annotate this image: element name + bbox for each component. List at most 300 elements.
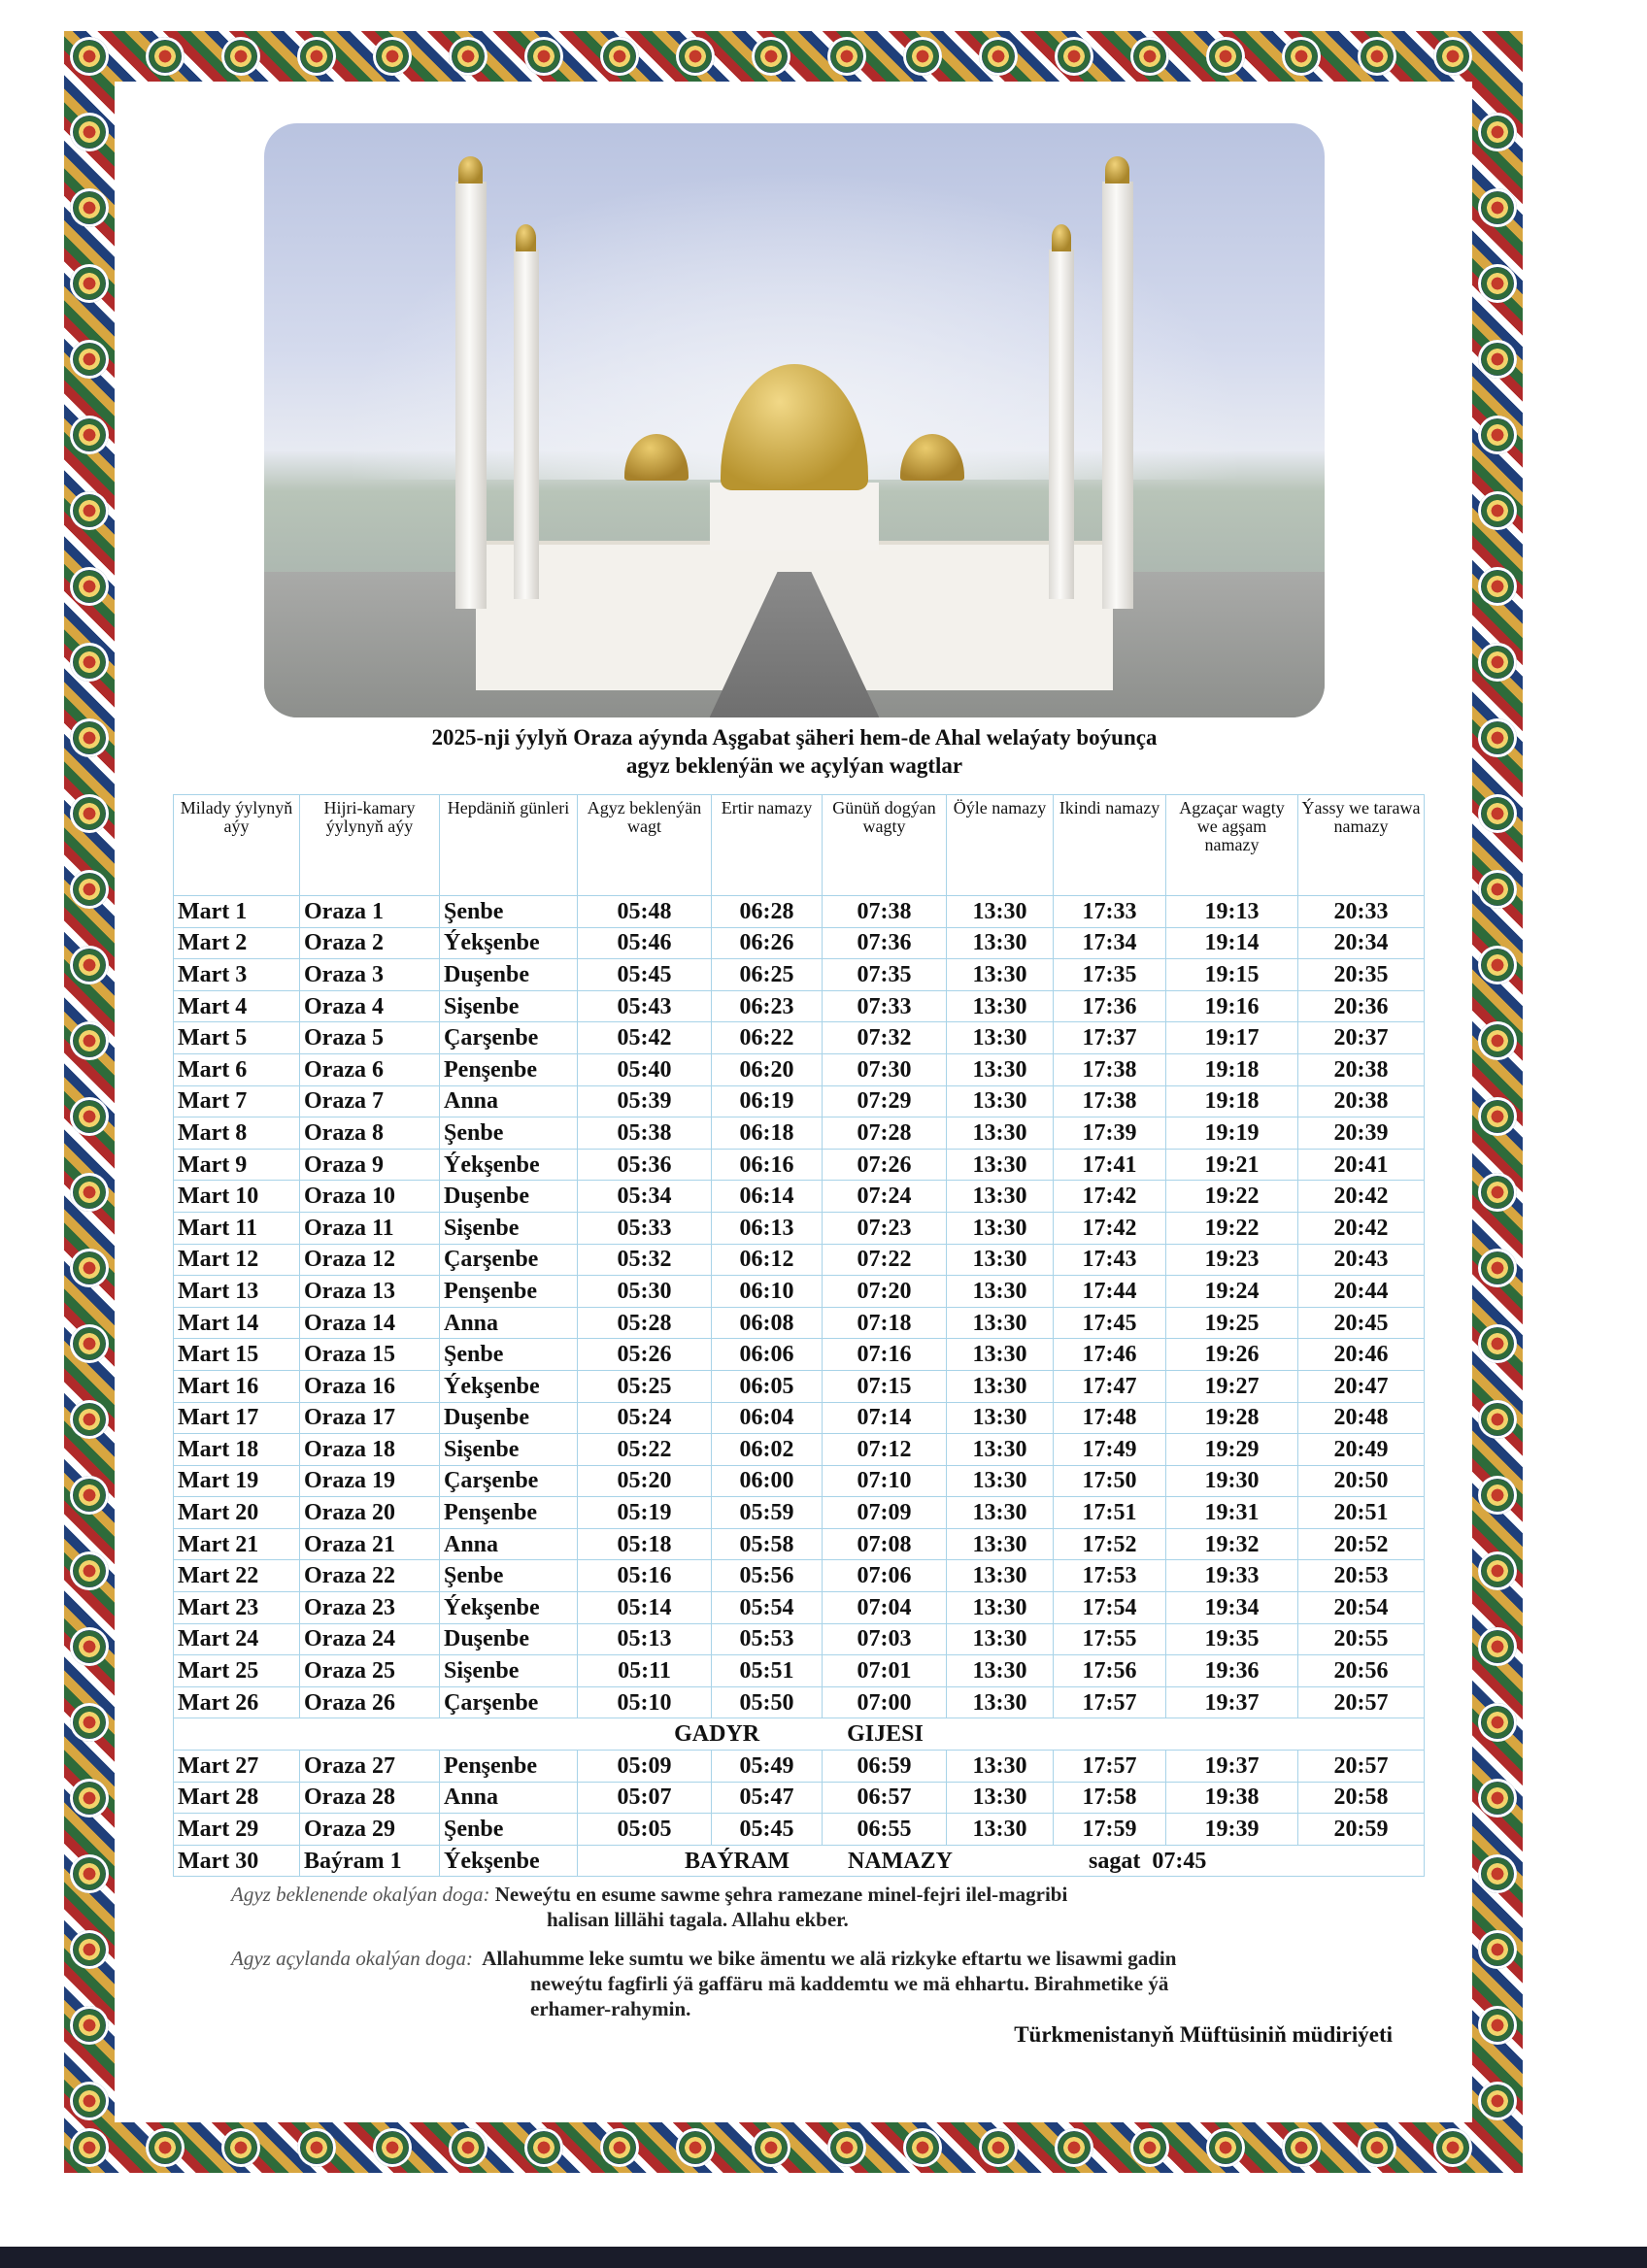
- table-cell: Sişenbe: [440, 990, 578, 1022]
- table-cell: Oraza 7: [300, 1085, 440, 1117]
- table-cell: 05:16: [578, 1560, 712, 1592]
- table-body-end: [174, 1751, 1425, 1846]
- table-row: [174, 927, 1425, 959]
- table-cell: Mart 12: [174, 1244, 300, 1276]
- table-cell: 13:30: [947, 1782, 1054, 1814]
- table-cell: Mart 21: [174, 1528, 300, 1560]
- table-cell: Anna: [440, 1085, 578, 1117]
- table-cell: Oraza 28: [300, 1782, 440, 1814]
- scan-edge: [0, 2247, 1647, 2268]
- table-cell: Oraza 12: [300, 1244, 440, 1276]
- table-cell: 20:34: [1298, 927, 1425, 959]
- table-cell: 05:09: [578, 1751, 712, 1783]
- table-cell: Şenbe: [440, 1117, 578, 1150]
- table-cell: 13:30: [947, 1276, 1054, 1308]
- table-cell: 06:18: [712, 1117, 823, 1150]
- table-cell: Oraza 22: [300, 1560, 440, 1592]
- table-row: [174, 1751, 1425, 1783]
- table-cell: 20:54: [1298, 1592, 1425, 1624]
- table-cell: Çarşenbe: [440, 1022, 578, 1054]
- table-cell: 05:25: [578, 1370, 712, 1402]
- table-cell: Anna: [440, 1307, 578, 1339]
- table-cell: Oraza 11: [300, 1212, 440, 1244]
- table-cell: Çarşenbe: [440, 1686, 578, 1718]
- table-cell: 19:14: [1166, 927, 1298, 959]
- table-cell: 17:36: [1054, 990, 1166, 1022]
- table-cell: 05:54: [712, 1592, 823, 1624]
- opening-prayer-label: Agyz açylanda okalýan doga:: [231, 1947, 474, 1970]
- column-header: Milady ýylynyň aýy: [174, 795, 300, 896]
- table-cell: 07:03: [823, 1623, 947, 1655]
- table-cell: 07:29: [823, 1085, 947, 1117]
- table-cell: Şenbe: [440, 896, 578, 928]
- gijesi-word: GIJESI: [847, 1721, 924, 1748]
- table-cell: 20:38: [1298, 1053, 1425, 1085]
- table-cell: 13:30: [947, 1465, 1054, 1497]
- table-cell: 13:30: [947, 1022, 1054, 1054]
- table-cell: Mart 18: [174, 1434, 300, 1466]
- opening-prayer-line-1: Allahumme leke sumtu we bike ämentu we alä rizkyke eftartu we lisawmi gadin: [482, 1947, 1177, 1970]
- table-cell: Ýekşenbe: [440, 1370, 578, 1402]
- table-cell: 05:11: [578, 1655, 712, 1687]
- table-cell: 19:38: [1166, 1782, 1298, 1814]
- table-row: [174, 1592, 1425, 1624]
- table-cell: 06:08: [712, 1307, 823, 1339]
- table-cell: 05:48: [578, 896, 712, 928]
- table-cell: 05:33: [578, 1212, 712, 1244]
- table-cell: 06:26: [712, 927, 823, 959]
- table-cell: 07:18: [823, 1307, 947, 1339]
- table-cell: 05:40: [578, 1053, 712, 1085]
- table-cell: 20:36: [1298, 990, 1425, 1022]
- table-cell: Mart 22: [174, 1560, 300, 1592]
- table-cell: 13:30: [947, 1434, 1054, 1466]
- table-cell: 20:38: [1298, 1085, 1425, 1117]
- table-cell: 07:10: [823, 1465, 947, 1497]
- table-cell: 06:28: [712, 896, 823, 928]
- table-cell: 07:01: [823, 1655, 947, 1687]
- table-cell: Sişenbe: [440, 1212, 578, 1244]
- title-line-2: agyz beklenýän we açylýan wagtlar: [625, 753, 963, 778]
- table-row: [174, 1814, 1425, 1846]
- table-cell: Oraza 20: [300, 1497, 440, 1529]
- table-cell: 20:42: [1298, 1181, 1425, 1213]
- table-cell: 06:14: [712, 1181, 823, 1213]
- table-cell: 07:33: [823, 990, 947, 1022]
- table-cell: 17:46: [1054, 1339, 1166, 1371]
- table-cell: 05:56: [712, 1560, 823, 1592]
- table-cell: 05:58: [712, 1528, 823, 1560]
- opening-prayer-line-3: erhamer-rahymin.: [530, 1997, 691, 2020]
- table-cell: 17:47: [1054, 1370, 1166, 1402]
- table-cell: 19:30: [1166, 1465, 1298, 1497]
- table-cell: Mart 17: [174, 1402, 300, 1434]
- table-cell: 05:47: [712, 1782, 823, 1814]
- table-cell: Duşenbe: [440, 1181, 578, 1213]
- table-cell: 17:44: [1054, 1276, 1166, 1308]
- table-cell: 20:59: [1298, 1814, 1425, 1846]
- table-cell: 05:36: [578, 1149, 712, 1181]
- table-cell: 06:55: [823, 1814, 947, 1846]
- table-cell: 07:38: [823, 896, 947, 928]
- table-cell: 19:31: [1166, 1497, 1298, 1529]
- table-cell: Oraza 24: [300, 1623, 440, 1655]
- table-row: [174, 1276, 1425, 1308]
- gadyr-section: [174, 1718, 1425, 1751]
- table-cell: 17:49: [1054, 1434, 1166, 1466]
- table-cell: Oraza 15: [300, 1339, 440, 1371]
- table-cell: 17:58: [1054, 1782, 1166, 1814]
- table-row: [174, 1149, 1425, 1181]
- table-cell: 17:45: [1054, 1307, 1166, 1339]
- table-cell: Mart 20: [174, 1497, 300, 1529]
- table-cell: 05:34: [578, 1181, 712, 1213]
- table-cell: 17:41: [1054, 1149, 1166, 1181]
- table-row: [174, 1181, 1425, 1213]
- table-cell: Ýekşenbe: [440, 1149, 578, 1181]
- table-cell: Ýekşenbe: [440, 927, 578, 959]
- table-cell: Oraza 13: [300, 1276, 440, 1308]
- table-cell: Mart 3: [174, 959, 300, 991]
- table-cell: 06:16: [712, 1149, 823, 1181]
- table-cell: 13:30: [947, 1053, 1054, 1085]
- table-cell: Şenbe: [440, 1560, 578, 1592]
- table-cell: Mart 19: [174, 1465, 300, 1497]
- table-cell: Mart 7: [174, 1085, 300, 1117]
- table-cell: 05:18: [578, 1528, 712, 1560]
- table-cell: Penşenbe: [440, 1276, 578, 1308]
- table-cell: Mart 1: [174, 896, 300, 928]
- table-cell: 20:46: [1298, 1339, 1425, 1371]
- table-cell: 06:00: [712, 1465, 823, 1497]
- column-header: Agyz beklenýän wagt: [578, 795, 712, 896]
- table-cell: Çarşenbe: [440, 1244, 578, 1276]
- closing-prayer-line-1: Neweýtu en esume sawme şehra ramezane minel-fejri ilel-magribi: [494, 1883, 1068, 1906]
- table-cell: 20:43: [1298, 1244, 1425, 1276]
- table-cell: 07:08: [823, 1528, 947, 1560]
- table-row: [174, 1244, 1425, 1276]
- column-header: Hijri-kamary ýylynyň aýy: [300, 795, 440, 896]
- table-cell: Mart 23: [174, 1592, 300, 1624]
- table-cell: 19:16: [1166, 990, 1298, 1022]
- table-cell: Mart 24: [174, 1623, 300, 1655]
- table-cell: 05:10: [578, 1686, 712, 1718]
- table-cell: 13:30: [947, 1339, 1054, 1371]
- table-cell: 20:53: [1298, 1560, 1425, 1592]
- table-cell: 19:33: [1166, 1560, 1298, 1592]
- table-cell: 13:30: [947, 1307, 1054, 1339]
- bayram-time: sagat 07:45: [1089, 1848, 1207, 1874]
- table-cell: 20:56: [1298, 1655, 1425, 1687]
- table-cell: 17:37: [1054, 1022, 1166, 1054]
- column-header: Agzaçar wagty we agşam namazy: [1166, 795, 1298, 896]
- table-cell: 19:28: [1166, 1402, 1298, 1434]
- table-cell: 13:30: [947, 959, 1054, 991]
- table-cell: 06:13: [712, 1212, 823, 1244]
- prayer-timetable: [173, 794, 1425, 1877]
- table-cell: 13:30: [947, 1149, 1054, 1181]
- table-cell: 05:38: [578, 1117, 712, 1150]
- table-cell: 19:18: [1166, 1053, 1298, 1085]
- table-cell: Oraza 17: [300, 1402, 440, 1434]
- table-cell: 17:54: [1054, 1592, 1166, 1624]
- table-cell: 13:30: [947, 1655, 1054, 1687]
- title-line-1: 2025-nji ýylyň Oraza aýynda Aşgabat şäheri hem-de Ahal welaýaty boýunça: [431, 725, 1158, 750]
- column-header: Günüň dogýan wagty: [823, 795, 947, 896]
- table-cell: Oraza 2: [300, 927, 440, 959]
- table-cell: 19:25: [1166, 1307, 1298, 1339]
- table-row: [174, 1655, 1425, 1687]
- table-cell: Mart 16: [174, 1370, 300, 1402]
- table-cell: 06:19: [712, 1085, 823, 1117]
- gadyr-word: GADYR: [674, 1721, 760, 1748]
- table-cell: 07:15: [823, 1370, 947, 1402]
- table-row: [174, 1497, 1425, 1529]
- table-row: [174, 1782, 1425, 1814]
- table-cell: 13:30: [947, 990, 1054, 1022]
- page-title: [264, 723, 1325, 780]
- column-header: Ikindi namazy: [1054, 795, 1166, 896]
- table-cell: 17:48: [1054, 1402, 1166, 1434]
- table-cell: 17:38: [1054, 1053, 1166, 1085]
- table-cell: Mart 15: [174, 1339, 300, 1371]
- table-cell: 17:42: [1054, 1181, 1166, 1213]
- table-cell: 13:30: [947, 1117, 1054, 1150]
- table-row: [174, 1465, 1425, 1497]
- mosque-photo: [264, 123, 1325, 717]
- table-cell: 19:18: [1166, 1085, 1298, 1117]
- table-cell: 13:30: [947, 1560, 1054, 1592]
- table-cell: 17:55: [1054, 1623, 1166, 1655]
- table-cell: 19:24: [1166, 1276, 1298, 1308]
- table-cell: 07:24: [823, 1181, 947, 1213]
- table-cell: 13:30: [947, 1751, 1054, 1783]
- table-cell: 07:32: [823, 1022, 947, 1054]
- table-cell: Oraza 16: [300, 1370, 440, 1402]
- table-cell: 17:34: [1054, 927, 1166, 959]
- table-cell: Baýram 1: [300, 1845, 440, 1877]
- table-cell: Oraza 3: [300, 959, 440, 991]
- opening-prayer-line-2: neweýtu fagfirli ýä gaffäru mä kaddemtu we mä ehhartu. Birahmetike ýä: [530, 1972, 1169, 1995]
- table-cell: 20:45: [1298, 1307, 1425, 1339]
- table-cell: 20:47: [1298, 1370, 1425, 1402]
- table-cell: 07:14: [823, 1402, 947, 1434]
- table-cell: Oraza 6: [300, 1053, 440, 1085]
- table-cell: 17:57: [1054, 1751, 1166, 1783]
- table-cell: 07:12: [823, 1434, 947, 1466]
- table-cell: 06:10: [712, 1276, 823, 1308]
- table-cell: Oraza 1: [300, 896, 440, 928]
- table-cell: 13:30: [947, 1528, 1054, 1560]
- table-cell: Mart 30: [174, 1845, 300, 1877]
- table-cell: 06:12: [712, 1244, 823, 1276]
- table-cell: Ýekşenbe: [440, 1845, 578, 1877]
- table-cell: Oraza 18: [300, 1434, 440, 1466]
- table-cell: 07:00: [823, 1686, 947, 1718]
- table-cell: 19:27: [1166, 1370, 1298, 1402]
- table-cell: 07:23: [823, 1212, 947, 1244]
- column-header: Hepdäniň günleri: [440, 795, 578, 896]
- table-cell: 06:20: [712, 1053, 823, 1085]
- table-cell: 05:30: [578, 1276, 712, 1308]
- bayram-word: BAÝRAM: [685, 1848, 790, 1874]
- closing-prayer-label: Agyz beklenende okalýan doga:: [231, 1883, 490, 1906]
- table-cell: 20:37: [1298, 1022, 1425, 1054]
- table-cell: Şenbe: [440, 1814, 578, 1846]
- column-header: Ertir namazy: [712, 795, 823, 896]
- table-cell: 17:53: [1054, 1560, 1166, 1592]
- table-cell: 20:39: [1298, 1117, 1425, 1150]
- table-cell: 19:29: [1166, 1434, 1298, 1466]
- table-cell: 05:53: [712, 1623, 823, 1655]
- table-cell: 17:51: [1054, 1497, 1166, 1529]
- table-cell: Sişenbe: [440, 1655, 578, 1687]
- table-cell: 07:22: [823, 1244, 947, 1276]
- table-cell: 06:59: [823, 1751, 947, 1783]
- table-cell: 05:46: [578, 927, 712, 959]
- table-row: [174, 1560, 1425, 1592]
- table-cell: Oraza 23: [300, 1592, 440, 1624]
- table-cell: Mart 25: [174, 1655, 300, 1687]
- table-row: [174, 896, 1425, 928]
- table-cell: 20:44: [1298, 1276, 1425, 1308]
- table-cell: 20:50: [1298, 1465, 1425, 1497]
- table-cell: Oraza 10: [300, 1181, 440, 1213]
- table-cell: 17:43: [1054, 1244, 1166, 1276]
- minaret: [455, 182, 487, 609]
- table-cell: Mart 10: [174, 1181, 300, 1213]
- table-cell: 05:32: [578, 1244, 712, 1276]
- table-cell: 19:22: [1166, 1212, 1298, 1244]
- table-cell: 13:30: [947, 927, 1054, 959]
- table-cell: Oraza 25: [300, 1655, 440, 1687]
- table-cell: Mart 9: [174, 1149, 300, 1181]
- table-cell: 07:16: [823, 1339, 947, 1371]
- table-cell: 07:30: [823, 1053, 947, 1085]
- table-cell: 13:30: [947, 1212, 1054, 1244]
- table-cell: Mart 29: [174, 1814, 300, 1846]
- table-cell: 07:28: [823, 1117, 947, 1150]
- table-cell: 19:15: [1166, 959, 1298, 991]
- table-cell: 05:45: [578, 959, 712, 991]
- closing-prayer-line-2: halisan lillähi tagala. Allahu ekber.: [547, 1908, 849, 1931]
- table-row: [174, 1623, 1425, 1655]
- table-cell: 13:30: [947, 1244, 1054, 1276]
- table-cell: 13:30: [947, 1085, 1054, 1117]
- table-cell: Mart 14: [174, 1307, 300, 1339]
- table-cell: 17:59: [1054, 1814, 1166, 1846]
- table-cell: 06:22: [712, 1022, 823, 1054]
- table-cell: 05:20: [578, 1465, 712, 1497]
- table-cell: 07:04: [823, 1592, 947, 1624]
- table-cell: 19:13: [1166, 896, 1298, 928]
- table-cell: 05:43: [578, 990, 712, 1022]
- bayram-section: [174, 1845, 1425, 1877]
- table-cell: 20:57: [1298, 1751, 1425, 1783]
- table-row: [174, 1212, 1425, 1244]
- minaret: [1102, 182, 1133, 609]
- table-row: [174, 1085, 1425, 1117]
- table-cell: 07:20: [823, 1276, 947, 1308]
- table-cell: Ýekşenbe: [440, 1592, 578, 1624]
- table-cell: 20:48: [1298, 1402, 1425, 1434]
- table-cell: 06:23: [712, 990, 823, 1022]
- table-cell: 19:22: [1166, 1181, 1298, 1213]
- table-cell: 20:49: [1298, 1434, 1425, 1466]
- table-cell: 20:51: [1298, 1497, 1425, 1529]
- gadyr-gijesi-row: [174, 1718, 1425, 1751]
- table-cell: 19:23: [1166, 1244, 1298, 1276]
- table-cell: 07:06: [823, 1560, 947, 1592]
- table-cell: Mart 2: [174, 927, 300, 959]
- table-cell: 06:57: [823, 1782, 947, 1814]
- table-cell: 13:30: [947, 1814, 1054, 1846]
- table-cell: 17:57: [1054, 1686, 1166, 1718]
- table-cell: 06:04: [712, 1402, 823, 1434]
- table-cell: 17:42: [1054, 1212, 1166, 1244]
- table-row: [174, 1402, 1425, 1434]
- table-cell: 05:28: [578, 1307, 712, 1339]
- bayram-row: [174, 1845, 1425, 1877]
- table-cell: 13:30: [947, 1686, 1054, 1718]
- table-cell: 20:52: [1298, 1528, 1425, 1560]
- table-cell: 13:30: [947, 1370, 1054, 1402]
- minaret: [514, 250, 539, 599]
- table-cell: Oraza 26: [300, 1686, 440, 1718]
- table-row: [174, 1022, 1425, 1054]
- table-cell: 05:59: [712, 1497, 823, 1529]
- table-cell: 05:24: [578, 1402, 712, 1434]
- table-body-main: [174, 896, 1425, 1718]
- table-cell: Mart 6: [174, 1053, 300, 1085]
- table-cell: 05:45: [712, 1814, 823, 1846]
- table-cell: Duşenbe: [440, 1623, 578, 1655]
- table-cell: 20:57: [1298, 1686, 1425, 1718]
- table-cell: 05:13: [578, 1623, 712, 1655]
- table-cell: Oraza 14: [300, 1307, 440, 1339]
- signature: Türkmenistanyň Müftüsiniň müdiriýeti: [1014, 2022, 1393, 2047]
- table-cell: 17:52: [1054, 1528, 1166, 1560]
- table-cell: Mart 4: [174, 990, 300, 1022]
- table-cell: 19:26: [1166, 1339, 1298, 1371]
- table-cell: 05:49: [712, 1751, 823, 1783]
- table-cell: 05:19: [578, 1497, 712, 1529]
- table-cell: 05:26: [578, 1339, 712, 1371]
- table-cell: 05:39: [578, 1085, 712, 1117]
- namazy-word: NAMAZY: [848, 1848, 953, 1874]
- table-cell: Çarşenbe: [440, 1465, 578, 1497]
- table-cell: 07:36: [823, 927, 947, 959]
- table-cell: 19:17: [1166, 1022, 1298, 1054]
- table-cell: Mart 13: [174, 1276, 300, 1308]
- table-cell: 07:09: [823, 1497, 947, 1529]
- table-cell: Mart 5: [174, 1022, 300, 1054]
- table-cell: 06:02: [712, 1434, 823, 1466]
- table-row: [174, 1339, 1425, 1371]
- table-cell: Oraza 19: [300, 1465, 440, 1497]
- table-cell: 17:56: [1054, 1655, 1166, 1687]
- header-row: [174, 795, 1425, 896]
- table-cell: 05:07: [578, 1782, 712, 1814]
- table-row: [174, 1370, 1425, 1402]
- minaret: [1049, 250, 1074, 599]
- table-row: [174, 1686, 1425, 1718]
- table-cell: 07:26: [823, 1149, 947, 1181]
- table-cell: Oraza 27: [300, 1751, 440, 1783]
- table-cell: 05:51: [712, 1655, 823, 1687]
- table-cell: 19:32: [1166, 1528, 1298, 1560]
- table-cell: 05:14: [578, 1592, 712, 1624]
